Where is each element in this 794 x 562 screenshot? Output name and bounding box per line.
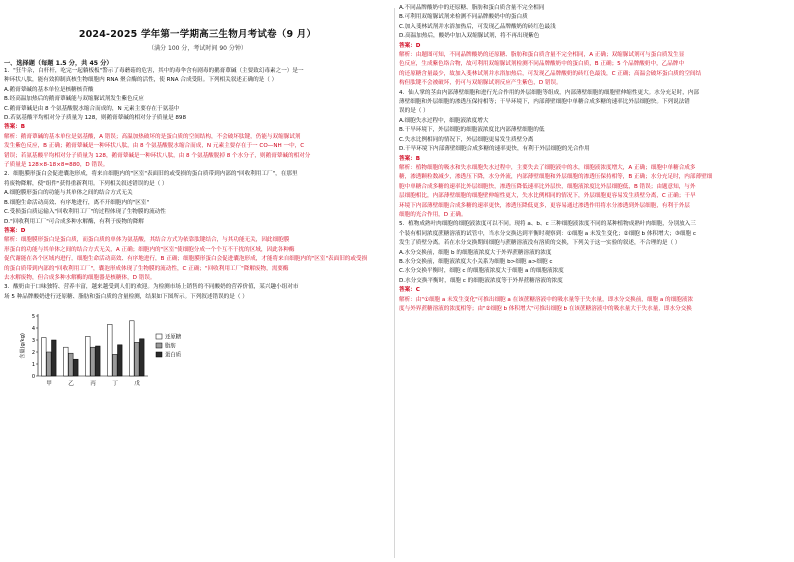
q2-option-a: A.细胞膜形蛋白的功能与其单体之间的结合方式无关	[4, 190, 133, 197]
q1-stem-line: 1．"狂牛杂，白杆杆，吃完一起躺板板"警示了毒蘑菇的危害，其中的毒伞含有剧毒的鹅膏蕈碱（主要致幻毒素之一）是一	[4, 68, 304, 74]
left-column	[4, 0, 391, 562]
q1-explanation-line: 子质量是 128×8-18×8=880，D 错误。	[4, 162, 109, 169]
q3-explanation-line: 色反应，生成紫色络合物，故可利用双缩脲试剂检测不同品牌酸奶中的蛋白质，B 正确；5 个品牌酸奶中，乙品牌中	[399, 61, 685, 68]
q2-explanation-line: 去水解废物，但合成多种水解酶的细胞器是核糖体，D 错误。	[4, 274, 156, 281]
section-heading: 一、选择题（每题 1.5 分，共 45 分）	[4, 60, 113, 67]
q4-explanation-line: 环境下内部薄壁细胞合成多糖的速率更快，渗透压降低更多，更容易通过渗透作用将水分渗透到外层细胞，有利于外层	[399, 202, 690, 209]
q2-answer: 答案：D	[4, 227, 26, 234]
bar-蛋白质	[140, 339, 145, 376]
legend-swatch	[156, 343, 162, 348]
q1-stem-line: 种环状八肽，能有效抑制真核生物细胞内 RNA 聚合酶的活性，使 RNA 合成受阻。下列相关叙述正确的是（ ）	[4, 77, 278, 84]
q4-explanation-line: 解析：植物细胞的吸水和失水细胞失水过程中，主要失去了细胞液中的水，细胞液浓度增大，A 正确；细胞中单糖合成多	[399, 164, 696, 171]
q2-explanation-line: 形蛋白的功能与其单体之间的结合方式无关，A 正确；细胞内的"区室"使细胞分成一个个互不干扰的区域，因此各种酶	[4, 246, 295, 253]
bar-蛋白质	[52, 340, 57, 376]
q5-stem-line: 个装有相同浓度蔗糖溶液的试管中，当水分交换达到平衡时观察到：①细胞 a 未发生变化；②细胞 b 体积增大；③细胞 c	[399, 230, 696, 237]
x-tick-label: 乙	[68, 381, 74, 388]
q4-stem-line: 误的是（ ）	[399, 108, 429, 115]
q3-explanation-line: 构但肽键不会被破坏，仍可与双缩脲试剂反应产生紫色，D 错误。	[399, 80, 562, 87]
bar-chart-svg	[4, 304, 391, 390]
q2-option-d: D."回收利用工厂"可合成多种水解酶，有利于废物的降解	[4, 218, 144, 225]
bar-蛋白质	[96, 346, 101, 376]
q3-explanation-line: 的还原糖含量最少，故加入斐林试剂并水浴加热后，可发现乙品牌酸奶的砖红色最浅，C 正确；高温会破坏蛋白质的空间结	[399, 70, 702, 77]
q2-stem-line: 2．细胞膜形蛋白会促进囊泡形成，将来自细胞内的"区室"表面旧的或受损的蛋白质带到内部的"回收利用工厂"，在那里	[4, 171, 298, 178]
bar-脂肪	[47, 352, 52, 376]
q4-explanation-line: 胞中单糖合成多糖的速率比外层细胞快，渗透压降低速率比外层快，细胞液浓度比外层细胞低，B 错误；由题意知，与外	[399, 183, 696, 190]
q3-option-b: B.可利用双缩脲试剂来检测不同品牌酸奶中的蛋白质	[399, 14, 528, 21]
q1-option-b: B.经高温加热后的鹅膏蕈碱能与双缩脲试剂发生紫色反应	[4, 96, 144, 103]
bar-还原糖	[108, 325, 113, 377]
question-4	[399, 89, 791, 221]
page-title: 2024-2025 学年第一学期高三生物月考试卷（9 月）	[78, 29, 317, 40]
question-1	[4, 67, 391, 170]
q5-stem-line: 发生了质壁分离。若在水分交换期间细胞与蔗糖溶液没有溶质的交换，下列关于这一实验的叙述，不合理的是（ ）	[399, 240, 681, 247]
q5-option-d: D.水分交换平衡时，细胞 c 的细胞液浓度等于外界蔗糖溶液的浓度	[399, 277, 563, 284]
legend-swatch	[156, 352, 162, 357]
q3-option-c: C.加入斐林试剂并水浴加热后，可发现乙品牌酸奶的砖红色最浅	[399, 23, 556, 30]
q3-explanation-line: 解析：由题图可知，不同品牌酸奶的还原糖、脂肪和蛋白质含量不完全相同，A 正确；双缩脲试剂可与蛋白质发生显	[399, 52, 685, 59]
legend-label: 还原糖	[165, 334, 182, 341]
x-tick-label: 丁	[112, 381, 118, 388]
q5-option-c: C.水分交换平衡时，细胞 c 的细胞液浓度大于细胞 a 的细胞液浓度	[399, 268, 564, 275]
legend-swatch	[156, 334, 162, 339]
y-tick-label: 0	[31, 374, 35, 381]
q1-explanation-line: 发生紫色反应，B 正确；鹅膏蕈碱是一种环状八肽，由 8 个氨基酸脱水缩合而成，N 元素主要存在于一 CO—NH 一中，C	[4, 143, 305, 150]
q5-option-a: A.水分交换前，细胞 b 的细胞液浓度大于外界蔗糖溶液的浓度	[399, 249, 552, 256]
q4-explanation-line: 层细胞相比，内部薄壁细胞的细胞壁伸缩性更大，失水比例相同的情况下，外层细胞更容易发生质壁分离，C 正确；干旱	[399, 193, 696, 200]
q2-explanation-line: 促代谢能在各个区域内进行，细胞生命活动高效、有序地进行，B 正确；细胞膜形蛋白会促进囊泡形成，才能将来自细胞内的"区室"表面旧的或受损	[4, 256, 368, 263]
q4-answer: 答案：B	[399, 155, 421, 162]
q4-stem-line: 4．仙人掌的茎由内部薄壁细胞和进行光合作用的外层细胞等组成，内部薄壁细胞的细胞壁伸缩性更大。水分充足时，内部	[399, 89, 700, 96]
bar-蛋白质	[118, 345, 123, 376]
q2-option-c: C.受损蛋白质运输入"回收利用工厂"的过程体现了生物膜的流动性	[4, 209, 166, 216]
q5-option-b: B.水分交换前，细胞液浓度大小关系为细胞 b>细胞 a>细胞 c	[399, 258, 553, 265]
q5-stem-line: 5．植物成熟叶肉细胞的细胞液浓度可以不同。现将 a、b、c 三种细胞液浓度不同的某种植物成熟叶肉细胞，分别放入三	[399, 221, 696, 228]
q4-option-d: D.干旱环境下内部薄壁细胞合成多糖的速率更快，有利于外层细胞的光合作用	[399, 146, 590, 153]
legend-label: 脂肪	[165, 343, 176, 350]
q1-explanation-line: 解析：鹅膏蕈碱的基本单位是氨基酸，A 错误；高温加热破坏的是蛋白质的空间结构，不会破坏肽键，仍能与双缩脲试剂	[4, 133, 301, 140]
q2-option-b: B.细胞生命活动高效、有序地进行，离不开细胞内的"区室"	[4, 199, 150, 206]
bar-脂肪	[91, 347, 96, 376]
q2-stem-line: 将废物降解，使"组件"获得重新利用。下列相关叙述错误的是（ ）	[4, 180, 168, 187]
y-tick-label: 2	[31, 350, 35, 357]
bar-还原糖	[42, 338, 47, 376]
bar-脂肪	[135, 343, 140, 377]
question-2	[4, 170, 391, 283]
q5-answer: 答案：C	[399, 287, 420, 294]
q3-option-d: D.高温加热后，酸奶中加入双缩脲试剂，将不再出现紫色	[399, 33, 540, 40]
bar-还原糖	[130, 321, 135, 376]
q3-option-a: A.不同品牌酸奶中的还原糖、脂肪和蛋白质含量不完全相同	[399, 5, 545, 11]
q4-option-b: B.干旱环境下，外层细胞的细胞液浓度比内部薄壁细胞的低	[399, 127, 545, 134]
right-column	[399, 0, 791, 562]
q4-option-c: C.失水比例相同的情况下，外层细胞更易发生质壁分离	[399, 136, 534, 143]
question-5	[399, 220, 791, 314]
q4-explanation-line: 细胞的光合作用，D 正确。	[399, 211, 467, 218]
bar-还原糖	[86, 337, 91, 377]
q3-answer: 答案：D	[399, 42, 421, 49]
q1-explanation-line: 错误；若氨基酸平均相对分子质量为 128，鹅膏蕈碱是一种环状八肽，由 8 个氨基酸脱掉 8 个水分子，则鹅膏蕈碱的相对分	[4, 152, 311, 159]
q4-explanation-line: 糖，渗透颗粒数减少，渗透压下降，水分外流，内部薄壁细胞和外层细胞的渗透压保持相等，B 正确；水分充足时，内部薄壁细	[399, 174, 713, 181]
y-tick-label: 3	[31, 338, 35, 345]
q1-option-a: A.鹅膏蕈碱的基本单位是核糖核苷酸	[4, 86, 94, 93]
q2-explanation-line: 的蛋白质带到内部的"回收利用工厂"，囊泡形成体现了生物膜的流动性，C 正确；"回收利用工厂"降解废物，需要酶	[4, 265, 289, 272]
column-divider	[394, 8, 395, 558]
page-subtitle: （满分 100 分，考试时间 90 分钟）	[148, 45, 247, 52]
q5-explanation-line: 解析：由"①细胞 a 未发生变化"可推出细胞 a 在该蔗糖溶液中的吸水量等于失水量，即水分交换前，细胞 a 的细胞液浓	[399, 296, 694, 303]
q3-stem-line: 场 5 种品牌酸奶进行还原糖、脂肪和蛋白质的含量检测，结果如下图所示。下列叙述错误的是（ ）	[4, 293, 248, 300]
q4-stem-line: 薄壁细胞和外层细胞的渗透压保持相等；干旱环境下，内部薄壁细胞中单糖合成多糖的速率比外层细胞快。下列说法错	[399, 99, 690, 106]
y-tick-label: 1	[31, 362, 35, 369]
q3-stem-line: 3．酸奶由于口味独特、营养丰富，越来越受到人们的欢迎。为检测市场上销售的不同酸奶的营养价值，某兴趣小组对市	[4, 284, 299, 291]
q5-explanation-line: 度与外界蔗糖溶液的浓度相等；由"②细胞 b 体积增大"可推出细胞 b 在该蔗糖溶液中的吸水量大于失水量，即水分交换	[399, 306, 692, 312]
x-tick-label: 丙	[90, 381, 96, 388]
legend-label: 蛋白质	[165, 352, 182, 359]
bar-蛋白质	[74, 359, 79, 376]
q1-answer: 答案：B	[4, 124, 26, 131]
y-axis-title: 含量(g/kg)	[20, 333, 26, 360]
q4-option-a: A.细胞失水过程中，细胞液浓度增大	[399, 117, 489, 124]
q1-option-d: D.若氨基酸平均相对分子质量为 128，则鹅膏蕈碱的相对分子质量是 898	[4, 115, 187, 122]
q2-explanation-line: 解析：细胞膜形蛋白是蛋白质，而蛋白质的单体为氨基酸，其结合方式为依靠肽键结合，与其功能无关，因此细胞膜	[4, 237, 290, 244]
y-tick-label: 5	[31, 314, 35, 321]
q1-option-c: C.鹅膏蕈碱是由 8 个氨基酸脱水缩合而成的，N 元素主要存在于氨基中	[4, 105, 180, 112]
nutrient-chart	[4, 304, 391, 390]
x-tick-label: 甲	[46, 381, 52, 388]
bar-脂肪	[69, 353, 74, 376]
bar-还原糖	[64, 347, 69, 376]
x-tick-label: 戊	[134, 381, 140, 388]
y-tick-label: 4	[31, 326, 35, 333]
bar-脂肪	[113, 355, 118, 377]
question-3	[4, 283, 391, 390]
